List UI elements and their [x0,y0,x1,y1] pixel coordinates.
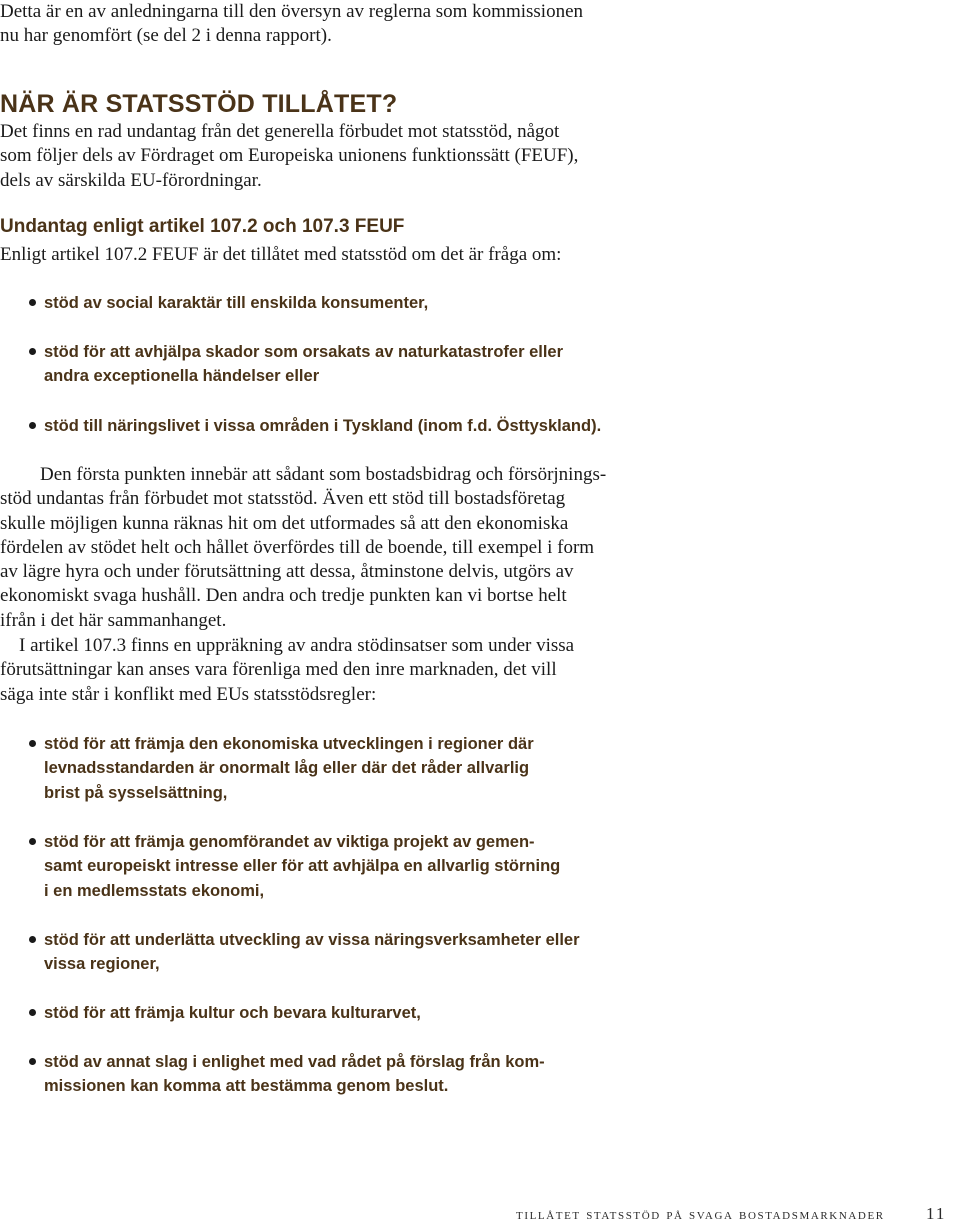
text-line: fördelen av stödet helt och hållet överfördes till de boende, till exempel i form [0,536,595,558]
list-item-text: missionen kan komma att bestämma genom beslut. [44,1077,449,1096]
list-item [44,414,604,438]
list-item-text: stöd till näringslivet i vissa områden i Tyskland (inom f.d. Östtyskland). [44,417,602,435]
list-item [44,830,604,903]
text-line: Detta är en av anledningarna till den översyn av reglerna som kommissionen [0,1,584,22]
section-heading: NÄR ÄR STATSSTÖD TILLÅTET? [0,90,398,118]
subsection-lead: Enligt artikel 107.2 FEUF är det tillåtet med statsstöd om det är fråga om: [0,244,562,265]
bullet-icon [29,299,36,306]
list-item [44,1001,604,1025]
section-paragraph [0,120,620,193]
bullet-icon [29,740,36,747]
intro-paragraph [0,0,620,49]
subsection-heading: Undantag enligt artikel 107.2 och 107.3 FEUF [0,216,405,237]
list-item-text: stöd för att främja genomförandet av viktiga projekt av gemen- [44,833,535,851]
list-item-text: stöd för att främja den ekonomiska utvecklingen i regioner där [44,735,534,753]
bullet-icon [29,1058,36,1065]
list-item-text: levnadsstandarden är onormalt låg eller där det råder allvarlig [44,759,530,778]
list-item-text: brist på sysselsättning, [44,783,228,802]
text-line: skulle möjligen kunna räknas hit om det utformades så att den ekonomiska [0,512,569,534]
list-item [44,732,604,805]
text-line: Den första punkten innebär att sådant som bostadsbidrag och försörjnings- [40,464,607,485]
bullet-icon [29,1009,36,1016]
bullet-icon [29,422,36,429]
text-line: säga inte står i konflikt med EUs statsstödsregler: [0,683,377,705]
text-line: dels av särskilda EU-förordningar. [0,169,262,191]
list-item-text: stöd för att underlätta utveckling av vissa näringsverksamheter eller [44,931,580,949]
text-line: Det finns en rad undantag från det generella förbudet mot statsstöd, något [0,121,560,142]
running-footer-title: tillåtet statsstöd på svaga bostadsmarknader [516,1206,885,1223]
list-item-text: stöd av social karaktär till enskilda konsumenter, [44,294,429,312]
bullet-icon [29,936,36,943]
text-line: ifrån i det här sammanhanget. [0,609,227,631]
list-item [44,1050,604,1099]
list-item-text: stöd för att främja kultur och bevara kulturarvet, [44,1004,421,1022]
text-line: nu har genomfört (se del 2 i denna rapport). [0,25,332,47]
list-item-text: samt europeiskt intresse eller för att avhjälpa en allvarlig störning [44,857,561,876]
text-line: som följer dels av Fördraget om Europeiska unionens funktionssätt (FEUF), [0,145,579,167]
text-line: av lägre hyra och under förutsättning att dessa, åtminstone delvis, utgörs av [0,561,574,583]
body-paragraph [0,634,620,707]
list-item-text: vissa regioner, [44,955,160,974]
bullet-icon [29,348,36,355]
list-item [44,291,604,315]
text-line: stöd undantas från förbudet mot statsstöd. Även ett stöd till bostadsföretag [0,488,566,510]
page-number: 11 [926,1204,947,1223]
bullet-icon [29,838,36,845]
text-line: ekonomiskt svaga hushåll. Den andra och tredje punkten kan vi bortse helt [0,585,567,607]
list-item-text: stöd av annat slag i enlighet med vad rådet på förslag från kom- [44,1053,545,1071]
list-item-text: i en medlemsstats ekonomi, [44,881,265,900]
text-line: förutsättningar kan anses vara förenliga med den inre marknaden, det vill [0,659,557,681]
list-item-text: stöd för att avhjälpa skador som orsakats av naturkatastrofer eller [44,343,564,361]
list-item [44,928,604,977]
text-line: I artikel 107.3 finns en uppräkning av andra stödinsatser som under vissa [19,635,575,656]
body-paragraph [0,463,620,633]
list-item-text: andra exceptionella händelser eller [44,367,320,386]
list-item [44,340,604,389]
